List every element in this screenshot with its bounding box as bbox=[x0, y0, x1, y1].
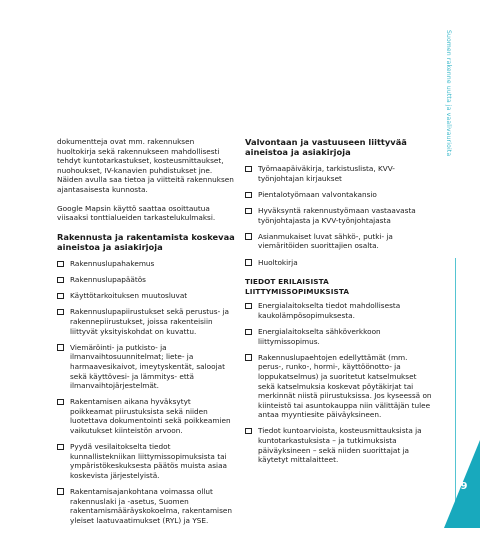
list-item: Rakennuslupapäätös bbox=[57, 275, 235, 285]
checkbox-icon bbox=[57, 444, 64, 451]
checkbox-icon bbox=[57, 344, 64, 351]
checkbox-icon bbox=[245, 303, 252, 310]
checkbox-icon bbox=[57, 399, 64, 406]
list-item: Rakennuslupahakemus bbox=[57, 259, 235, 269]
left-column bbox=[57, 137, 235, 532]
checkbox-icon bbox=[245, 192, 252, 199]
list-item: Energialaitokselta sähköverkkoon liittymissopimus. bbox=[245, 327, 433, 346]
left-checklist bbox=[57, 259, 235, 525]
agreements-checklist bbox=[245, 301, 433, 464]
right-heading: Valvontaan ja vastuuseen liittyvää aineistoa ja asiakirjoja bbox=[245, 137, 407, 158]
left-heading: Rakennusta ja rakentamista koskevaa aineistoa ja asiakirjoja bbox=[57, 231, 235, 252]
list-item: Energialaitokselta tiedot mahdollisesta kaukolämpösopimuksesta. bbox=[245, 301, 433, 320]
list-item: Tiedot kuntoarvioista, kosteusmittauksista ja kuntotarkastuksista – ja tutkimuksista päiväyksineen – sekä niiden suorittajat ja käytetyt mittalaitteet. bbox=[245, 426, 433, 464]
checkbox-icon bbox=[57, 488, 64, 495]
list-item: Huoltokirja bbox=[245, 258, 433, 268]
list-item: Asianmukaiset luvat sähkö-, putki- ja viemäritöiden suorittajien osalta. bbox=[245, 232, 433, 251]
agreements-subheading: TIEDOT ERILAISISTA LIITTYMISSOPIMUKSISTA bbox=[245, 277, 350, 296]
list-item: Rakentamisen aikana hyväksytyt poikkeamat piirustuksista sekä niiden luotettava dokumentointi sekä poikkeamien vaikutukset kiinteistön arvoon. bbox=[57, 397, 235, 435]
list-item: Viemäröinti- ja putkisto- ja ilmanvaihtosuunnitelmat; liete- ja harmaavesikaivot, imeytyskentät, saloojat sekä käyttövesi- ja lämmitys- että ilmanvaihtojärjestelmät. bbox=[57, 343, 235, 391]
list-item: Työmaapäiväkirja, tarkistuslista, KVV-työnjohtajan kirjaukset bbox=[245, 164, 433, 183]
right-column bbox=[245, 137, 433, 471]
list-item: Rakennuslupapiirustukset sekä perustus- ja rakennepiirustukset, joissa rakenteisiin liittyvät yksityiskohdat on kuvattu. bbox=[57, 307, 235, 336]
running-header: Suomen rakenne uutta ja vaalivaurioita bbox=[445, 30, 452, 157]
checkbox-icon bbox=[245, 259, 252, 266]
intro-paragraph: dokumentteja ovat mm. rakennuksen huoltokirja sekä rakennukseen mahdollisesti tehdyt kuntotarkastukset, kosteusmittaukset, nuohoukset, IV-kanavien puhdistukset jne. Näiden avulla saa tietoa ja viitteitä rakennuksen ajantasaisesta kunnosta. bbox=[57, 137, 234, 194]
google-maps-paragraph: Google Mapsin käyttö saattaa osoittautua viisaaksi tonttialueiden tarkastelukulmaksi. bbox=[57, 203, 216, 223]
checkbox-icon bbox=[57, 293, 64, 300]
list-item: Pientalotyömaan valvontakansio bbox=[245, 190, 433, 200]
list-item: Käyttötarkoituksen muutosluvat bbox=[57, 291, 235, 301]
checkbox-icon bbox=[57, 309, 64, 316]
checkbox-icon bbox=[245, 354, 252, 361]
checkbox-icon bbox=[57, 261, 64, 268]
checkbox-icon bbox=[245, 428, 252, 435]
list-item: Hyväksyntä rakennustyömaan vastaavasta työnjohtajasta ja KVV-työnjohtajasta bbox=[245, 206, 433, 225]
list-item: Rakennuslupaehtojen edellyttämät (mm. perus-, runko-, hormi-, käyttöönotto- ja loppukatselmus) ja suoritetut katselmukset sekä katselmuksia koskevat pöytäkirjat tai merkinnät niistä piirustuksissa. Jos kyseessä on kiinteistö tai asuntokauppa niin välittäjän tulee antaa myyntiesite päiväyksineen. bbox=[245, 353, 433, 420]
page-number: 9 bbox=[460, 481, 468, 492]
list-item: Pyydä vesilaitokselta tiedot kunnallistekniikan liittymissopimuksista tai ympäristökeskuksesta päätös muista asiaa koskevista järjestelyistä. bbox=[57, 442, 235, 480]
checkbox-icon bbox=[245, 208, 252, 215]
checkbox-icon bbox=[245, 233, 252, 240]
checkbox-icon bbox=[245, 329, 252, 336]
checkbox-icon bbox=[57, 277, 64, 284]
right-checklist bbox=[245, 164, 433, 267]
checkbox-icon bbox=[245, 166, 252, 173]
list-item: Rakentamisajankohtana voimassa ollut rakennuslaki ja -asetus, Suomen rakentamismääräyskokoelma, rakentamisen yleiset laatuvaatimukset (RYL) ja YSE. bbox=[57, 487, 235, 525]
